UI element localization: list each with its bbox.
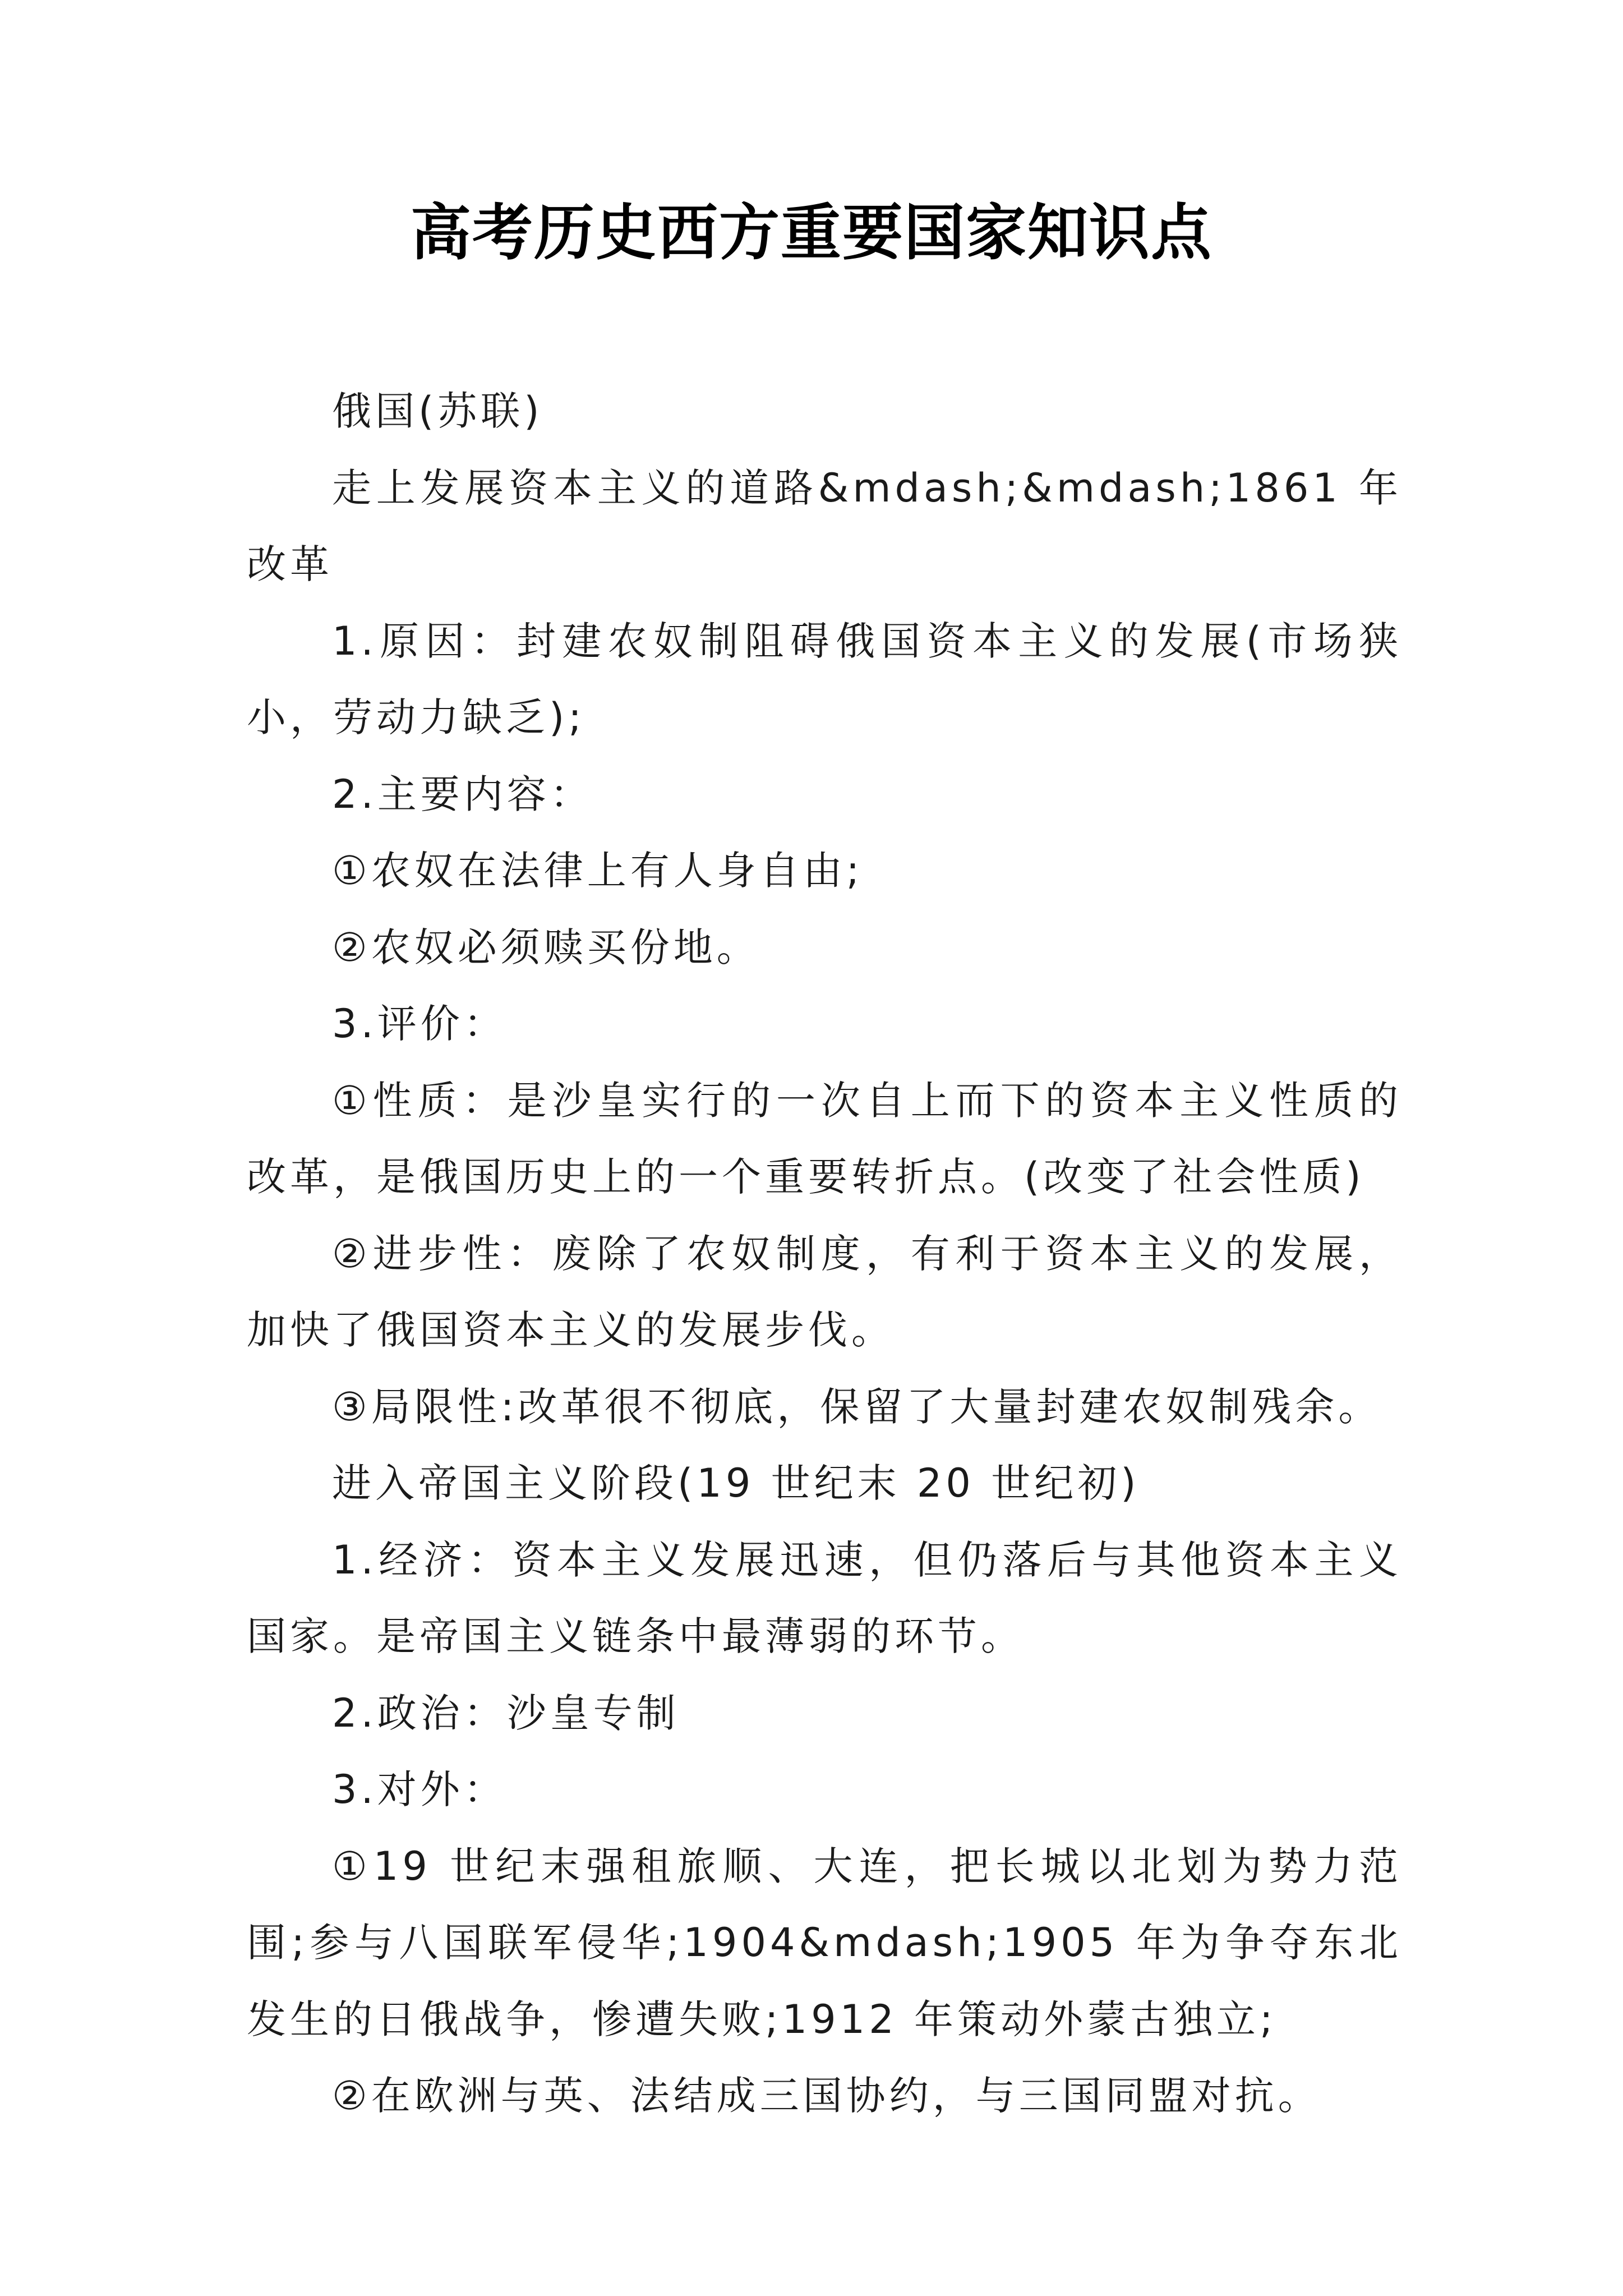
paragraph: 3.评价： — [332, 1001, 507, 1047]
paragraph: ③局限性:改革很不彻底，保留了大量封建农奴制残余。 — [332, 1383, 1382, 1430]
paragraph: ②农奴必须赎买份地。 — [332, 924, 760, 970]
paragraph: ①农奴在法律上有人身自由; — [332, 848, 864, 894]
paragraph: 俄国(苏联) — [332, 388, 543, 434]
paragraph: ②在欧洲与英、法结成三国协约，与三国同盟对抗。 — [332, 2073, 1321, 2119]
paragraph: 1.原因：封建农奴制阻碍俄国资本主义的发展(市场狭小，劳动力缺乏); — [247, 618, 1402, 740]
document-body — [247, 373, 1402, 2134]
paragraph: ①19 世纪末强租旅顺、大连，把长城以北划为势力范围;参与八国联军侵华;1904&mdash;1905 年为争夺东北发生的日俄战争，惨遭失败;1912 年策动外蒙古独立; — [247, 1843, 1402, 2042]
document-title: 高考历史西方重要国家知识点 — [410, 197, 1212, 268]
paragraph: 3.对外： — [332, 1766, 507, 1812]
paragraph: 进入帝国主义阶段(19 世纪末 20 世纪初) — [332, 1460, 1140, 1506]
paragraph: 2.政治：沙皇专制 — [332, 1690, 680, 1736]
paragraph: ②进步性：废除了农奴制度，有利于资本主义的发展，加快了俄国资本主义的发展步伐。 — [247, 1230, 1402, 1353]
paragraph: 1.经济：资本主义发展迅速，但仍落后与其他资本主义国家。是帝国主义链条中最薄弱的环节。 — [247, 1536, 1402, 1659]
paragraph: ①性质：是沙皇实行的一次自上而下的资本主义性质的改革，是俄国历史上的一个重要转折点。(改变了社会性质) — [247, 1077, 1402, 1200]
paragraph: 2.主要内容： — [332, 771, 593, 817]
paragraph: 走上发展资本主义的道路&mdash;&mdash;1861 年改革 — [247, 464, 1402, 587]
